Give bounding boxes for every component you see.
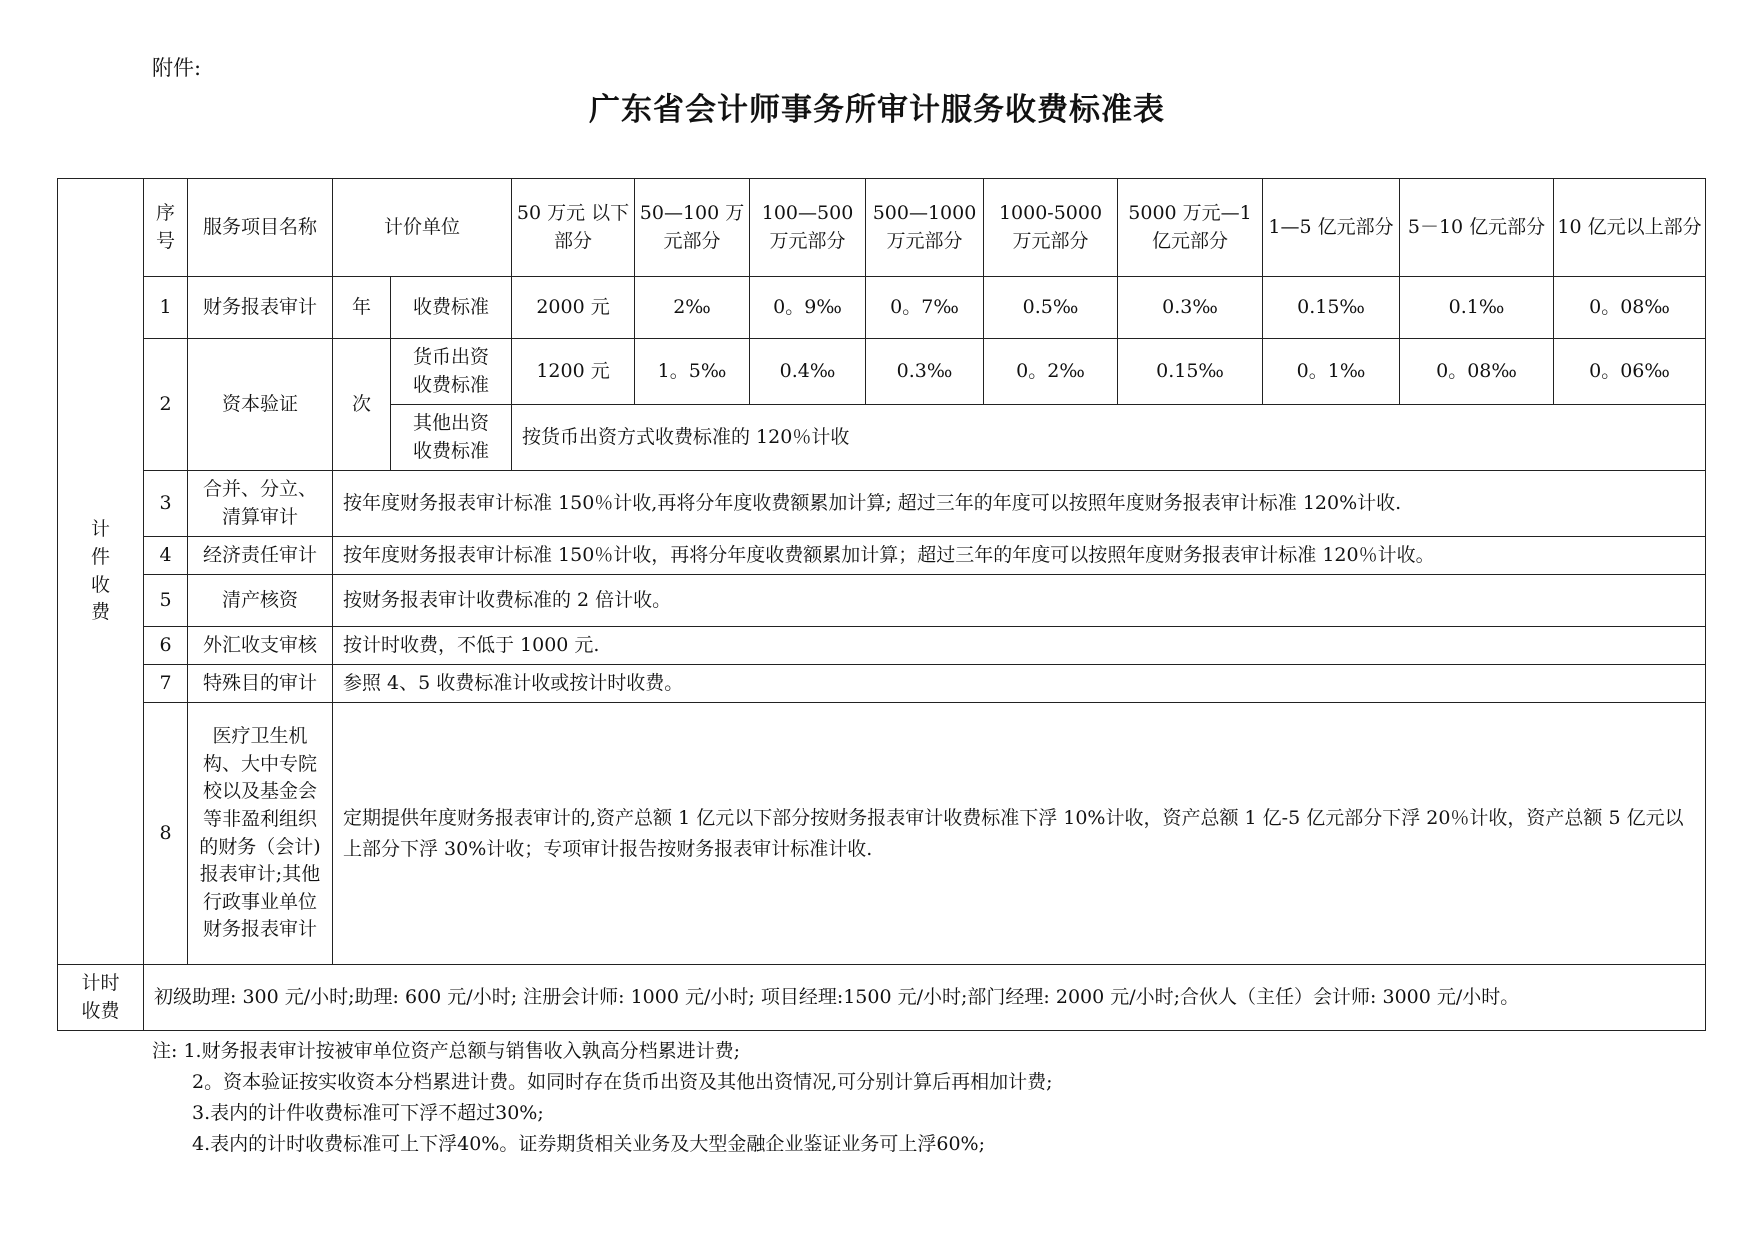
fee-value: 0.15‰: [1263, 277, 1400, 339]
note-item: 4.表内的计时收费标准可上下浮40%。证券期货相关业务及大型金融企业鉴证业务可上浮60%;: [192, 1133, 985, 1155]
row-sub-label: 收费标准: [391, 277, 512, 339]
row-unit: 年: [333, 277, 391, 339]
header-pricing-unit: 计价单位: [333, 179, 512, 277]
fee-value: 0。2‰: [984, 339, 1118, 405]
row-description: 按财务报表审计收费标准的 2 倍计收。: [333, 575, 1706, 627]
row-seq: 1: [144, 277, 188, 339]
fee-value: 2‰: [635, 277, 750, 339]
note-item: 注: 1.财务报表审计按被审单位资产总额与销售收入孰高分档累进计费;: [152, 1040, 740, 1062]
row-seq: 5: [144, 575, 188, 627]
table-row: [58, 471, 1706, 537]
row-description: 按计时收费，不低于 1000 元.: [333, 627, 1706, 665]
table-row: [58, 703, 1706, 965]
table-row: [58, 339, 1706, 405]
row-description: 按年度财务报表审计标准 150％计收,再将分年度收费额累加计算; 超过三年的年度可以按照年度财务报表审计标准 120%计收.: [333, 471, 1706, 537]
time-rate-label: 计时收费: [58, 965, 144, 1031]
fee-value: 0.15‰: [1118, 339, 1263, 405]
fee-value: 0.3‰: [1118, 277, 1263, 339]
table-row: [58, 627, 1706, 665]
table-row: [58, 575, 1706, 627]
header-tier-7: 1—5 亿元部分: [1263, 179, 1400, 277]
table-row: [58, 537, 1706, 575]
row-description: 定期提供年度财务报表审计的,资产总额 1 亿元以下部分按财务报表审计收费标准下浮 10%计收，资产总额 1 亿-5 亿元部分下浮 20％计收，资产总额 5 亿元以上部分下浮 30%计收；专项审计报告按财务报表审计标准计收.: [333, 703, 1706, 965]
table-row: [58, 665, 1706, 703]
row-service-name: 医疗卫生机构、大中专院校以及基金会等非盈利组织的财务（会计)报表审计;其他行政事业单位财务报表审计: [188, 703, 333, 965]
fee-value: 0.4‰: [750, 339, 866, 405]
row-sub-label: 其他出资收费标准: [391, 405, 512, 471]
fee-value: 0。08‰: [1554, 277, 1706, 339]
header-tier-1: 50 万元 以下部分: [512, 179, 635, 277]
row-description: 按货币出资方式收费标准的 120％计收: [512, 405, 1706, 471]
note-item: 3.表内的计件收费标准可下浮不超过30%;: [192, 1102, 544, 1124]
row-seq: 6: [144, 627, 188, 665]
row-service-name: 财务报表审计: [188, 277, 333, 339]
row-service-name: 合并、分立、清算审计: [188, 471, 333, 537]
fee-value: 1。5‰: [635, 339, 750, 405]
row-service-name: 外汇收支审核: [188, 627, 333, 665]
fee-value: 0。9‰: [750, 277, 866, 339]
page-title: 广东省会计师事务所审计服务收费标准表: [589, 92, 1165, 128]
header-tier-3: 100—500 万元部分: [750, 179, 866, 277]
row-seq: 7: [144, 665, 188, 703]
header-tier-9: 10 亿元以上部分: [1554, 179, 1706, 277]
row-description: 参照 4、5 收费标准计收或按计时收费。: [333, 665, 1706, 703]
table-row: [58, 277, 1706, 339]
attachment-label: 附件:: [152, 56, 202, 80]
header-row: [58, 179, 1706, 277]
fee-value: 2000 元: [512, 277, 635, 339]
fee-value: 0.3‰: [866, 339, 984, 405]
time-rate-description: 初级助理: 300 元/小时;助理: 600 元/小时; 注册会计师: 1000 元/小时; 项目经理:1500 元/小时;部门经理: 2000 元/小时;合伙人（主任）会计师: 3000 元/小时。: [144, 965, 1706, 1031]
header-service-name: 服务项目名称: [188, 179, 333, 277]
header-tier-5: 1000-5000 万元部分: [984, 179, 1118, 277]
row-seq: 3: [144, 471, 188, 537]
fee-value: 0。7‰: [866, 277, 984, 339]
fee-value: 0。1‰: [1263, 339, 1400, 405]
fee-value: 0.1‰: [1400, 277, 1554, 339]
notes: [152, 1036, 1053, 1160]
fee-value: 1200 元: [512, 339, 635, 405]
row-seq: 4: [144, 537, 188, 575]
row-service-name: 特殊目的审计: [188, 665, 333, 703]
row-seq: 2: [144, 339, 188, 471]
row-unit: 次: [333, 339, 391, 471]
header-tier-6: 5000 万元—1 亿元部分: [1118, 179, 1263, 277]
fee-value: 0。08‰: [1400, 339, 1554, 405]
fee-value: 0。06‰: [1554, 339, 1706, 405]
header-tier-8: 5－10 亿元部分: [1400, 179, 1554, 277]
piece-rate-label: 计件收费: [58, 179, 144, 965]
row-service-name: 清产核资: [188, 575, 333, 627]
row-service-name: 经济责任审计: [188, 537, 333, 575]
row-service-name: 资本验证: [188, 339, 333, 471]
header-tier-4: 500—1000 万元部分: [866, 179, 984, 277]
fee-table: [57, 178, 1706, 1031]
time-rate-row: [58, 965, 1706, 1031]
note-item: 2。资本验证按实收资本分档累进计费。如同时存在货币出资及其他出资情况,可分别计算后再相加计费;: [192, 1071, 1053, 1093]
row-sub-label: 货币出资收费标准: [391, 339, 512, 405]
fee-value: 0.5‰: [984, 277, 1118, 339]
row-description: 按年度财务报表审计标准 150％计收，再将分年度收费额累加计算；超过三年的年度可以按照年度财务报表审计标准 120％计收。: [333, 537, 1706, 575]
header-seq: 序号: [144, 179, 188, 277]
row-seq: 8: [144, 703, 188, 965]
header-tier-2: 50—100 万元部分: [635, 179, 750, 277]
